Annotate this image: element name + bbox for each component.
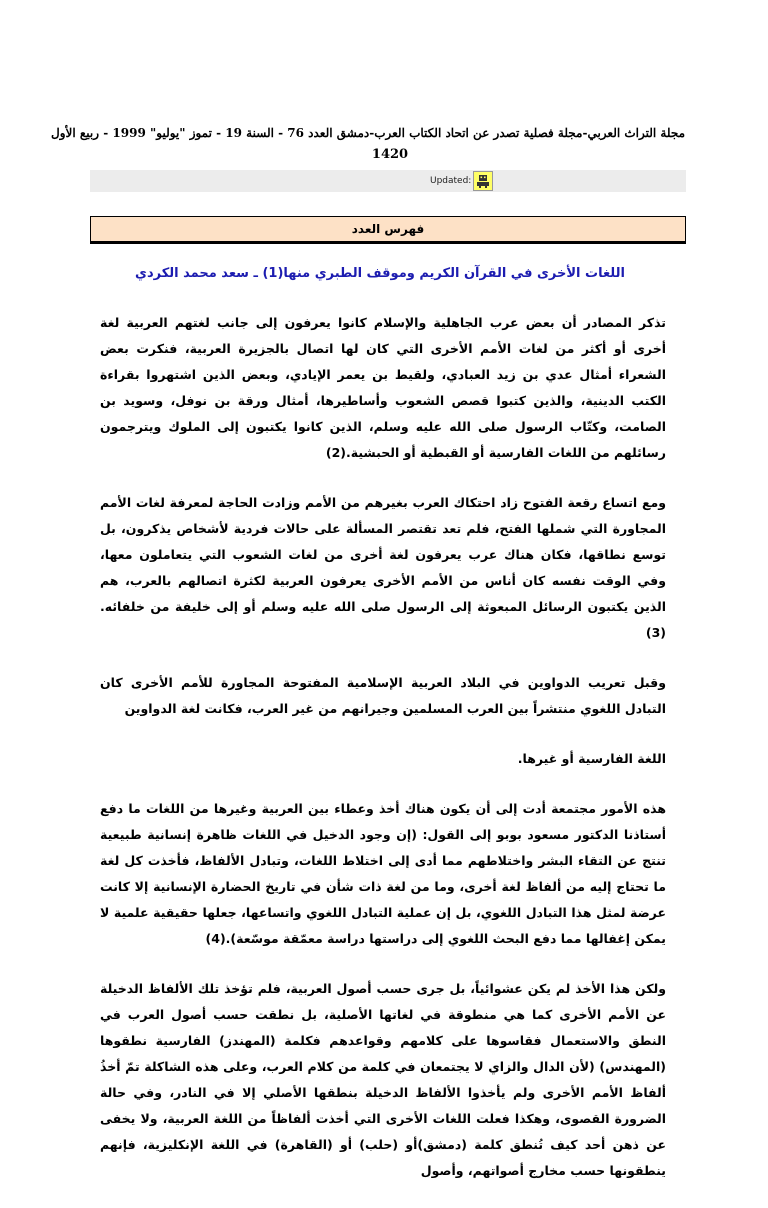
toc-link[interactable]: فهرس العدد bbox=[90, 216, 686, 244]
paragraph-1: تذكر المصادر أن بعض عرب الجاهلية والإسلام كانوا يعرفون إلى جانب لغتهم العربية لغة أخرى أو أكثر من لغات الأمم الأخرى التي كان لها اتصال بالجزيرة العربية، فنكرت بعض الشعراء أمثال عدي بن زيد العبادي، ولقيط بن يعمر الإيادي، وبعض الذين اشتهروا بقراءة الكتب الدينية، والذين كتبوا قصص الشعوب وأساطيرها، أمثال ورقة بن نوفل، وسويد بن الصامت، وكتّاب الرسول صلى الله عليه وسلم، الذين كانوا يكتبون إلى الملوك ويترجمون رسائلهم من اللغات الفارسية أو القبطية أو الحبشية.(2) bbox=[100, 315, 666, 460]
paragraph-5: هذه الأمور مجتمعة أدت إلى أن يكون هناك أخذ وعطاء بين العربية وغيرها من اللغات ما دفع أستاذنا الدكتور مسعود بوبو إلى القول: (إن وجود الدخيل في اللغات ظاهرة إنسانية طبيعية تنتج عن التقاء البشر واختلاطهم مما أدى إلى اختلاط اللغات، وتبادل الألفاظ، فأخذت كل لغة ما تحتاج إليه من ألفاظ لغة أخرى، وما من لغة ذات شأن في تاريخ الحضارة الإنسانية إلا كانت عرضة لمثل هذا التبادل اللغوي، بل إن عملية التبادل اللغوي واتساعها، جعلها حقيقية علمية لا يمكن إغفالها مما دفع البحث اللغوي إلى دراستها دراسة معمّقة موسّعة).(4) bbox=[100, 801, 666, 946]
article-body bbox=[100, 310, 666, 1208]
updated-bar bbox=[90, 170, 686, 192]
paragraph-3: وقبل تعريب الدواوين في البلاد العربية الإسلامية المفتوحة المجاورة للأمم الأخرى كان التبادل اللغوي منتشراً بين العرب المسلمين وجيرانهم من غير العرب، فكانت لغة الدواوين bbox=[100, 675, 666, 716]
updated-label: Updated: bbox=[430, 176, 472, 186]
masthead-line-2: 1420 bbox=[371, 147, 409, 162]
article-title[interactable]: اللغات الأخرى في القرآن الكريم وموقف الطبري منها(1) ـ سعد محمد الكردي bbox=[135, 266, 625, 281]
robot-icon-graphic bbox=[474, 172, 492, 190]
paragraph-2: ومع اتساع رقعة الفتوح زاد احتكاك العرب بغيرهم من الأمم وزادت الحاجة لمعرفة لغات الأمم المجاورة التي شملها الفتح، فلم تعد تقتصر المسألة على حالات فردية لأشخاص يذكرون، بل توسع نطاقها، فكان هناك عرب يعرفون لغة أخرى من لغات الشعوب التي يتعاملون معها، وفي الوقت نفسه كان أناس من الأمم الأخرى يعرفون العربية لكثرة اتصالهم بالعرب، هم الذين يكتبون الرسائل المبعوثة إلى الرسول صلى الله عليه وسلم أو إلى خليفة من خلفائه.(3) bbox=[100, 495, 666, 640]
robot-icon bbox=[473, 171, 493, 191]
paragraph-6: ولكن هذا الأخذ لم يكن عشوائياً، بل جرى حسب أصول العربية، فلم تؤخذ تلك الألفاظ الدخيلة عن الأمم الأخرى كما هي منطوقة في لغاتها الأصلية، بل نطقت حسب أصول العرب في النطق والاستعمال فقاسوها على كلامهم وقواعدهم فكلمة (المهندز) الفارسية نطقوها (المهندس) (لأن الدال والزاي لا يجتمعان في كلمة من كلام العرب، وعلى هذه الشاكلة تمّ أخذُ ألفاظ الأمم الأخرى ولم يأخذوا الألفاظ الدخيلة بنطقها الأصلي إلا في النادر، وفي حالة الضرورة القصوى، وهكذا فعلت اللغات الأخرى التي أخذت ألفاظاً من اللغة العربية، ولا يخفى عن ذهن أحد كيف تُنطق كلمة (دمشق)أو (حلب) أو (القاهرة) في اللغة الإنكليزية، فإنهم ينطقونها حسب مخارج أصواتهم، وأصول bbox=[100, 981, 666, 1178]
journal-masthead bbox=[51, 122, 685, 166]
paragraph-4: اللغة الفارسية أو غيرها. bbox=[517, 751, 666, 766]
masthead-line-1: مجلة التراث العربي-مجلة فصلية تصدر عن اتحاد الكتاب العرب-دمشق العدد 76 - السنة 19 - تموز "يوليو" 1999 - ربيع الأول bbox=[51, 126, 685, 140]
